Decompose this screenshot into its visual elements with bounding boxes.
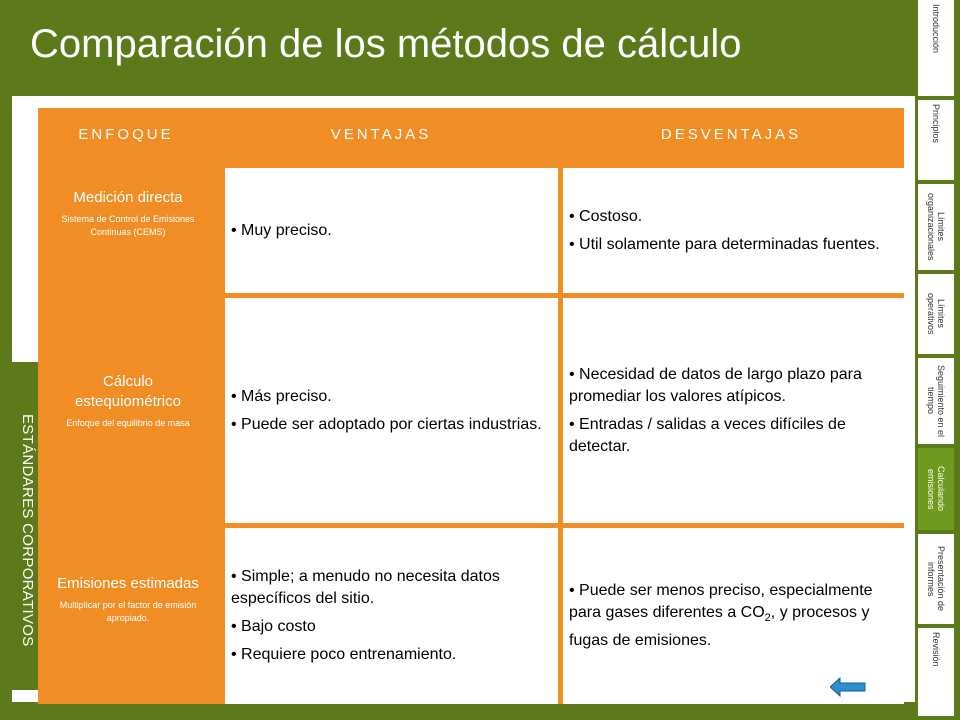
bullet-item: • Muy preciso. [231, 221, 332, 239]
bullet-item: • Más preciso. [231, 387, 332, 405]
nav-seguimiento[interactable] [918, 358, 957, 444]
nav-label: Calculando emisiones [926, 466, 946, 512]
row-label-medicion [52, 188, 204, 239]
ventajas-cell [225, 298, 558, 523]
nav-label: Introducción [931, 4, 941, 54]
bullet-item: • Necesidad de datos de largo plazo para promediar los valores atípicos. [569, 365, 862, 405]
comparison-table [38, 108, 904, 704]
nav-label: Presentación de informes [926, 546, 946, 612]
nav-calculando-emisiones[interactable] [918, 448, 957, 530]
nav-label: Límites organizacionales [926, 193, 946, 261]
row-title: Cálculo estequiométrico [75, 373, 181, 410]
bullet-item [569, 580, 898, 651]
header-desventajas: DESVENTAJAS [660, 126, 802, 143]
bottom-border [0, 702, 915, 720]
bullet-text: • Puede ser menos preciso, especialmente para gases diferentes a CO [569, 582, 873, 622]
back-arrow-icon[interactable] [830, 677, 866, 697]
section-nav [915, 0, 960, 720]
row-title: Emisiones estimadas [57, 575, 199, 592]
row-subtitle: Multiplicar por el factor de emisión apropiado. [59, 600, 197, 623]
bullet-item: • Requiere poco entrenamiento. [231, 646, 457, 663]
nav-label: Seguimiento en el tiempo [926, 364, 946, 438]
desventajas-cell [563, 168, 904, 293]
side-label: ESTÁNDARES CORPORATIVOS [19, 413, 36, 647]
bullet-item: • Util solamente para determinadas fuentes. [569, 235, 880, 253]
nav-limites-operativos[interactable] [918, 274, 957, 354]
nav-introduccion[interactable] [918, 0, 957, 96]
bullet-item: • Puede ser adoptado por ciertas industrias. [231, 415, 542, 433]
nav-revision[interactable] [918, 628, 957, 716]
row-title: Medición directa [73, 189, 183, 206]
nav-label: Principios [931, 104, 941, 144]
ventajas-cell [225, 168, 558, 293]
row-label-estimadas [52, 574, 204, 625]
nav-label: Límites operativos [926, 293, 946, 335]
row-subtitle: Enfoque del equilibrio de masa [66, 418, 190, 428]
header-ventajas: VENTAJAS [330, 126, 432, 143]
nav-principios[interactable] [918, 100, 957, 180]
bullet-item: • Costoso. [569, 207, 643, 225]
ventajas-cell [225, 528, 558, 704]
page-title: Comparación de los métodos de cálculo [30, 22, 742, 66]
desventajas-cell [563, 298, 904, 523]
row-subtitle: Sistema de Control de Emisiones Continuas (CEMS) [61, 214, 195, 237]
bullet-text: , y procesos y fugas de emisiones. [569, 604, 870, 649]
nav-label: Revisión [931, 632, 941, 667]
row-label-estequiometrico [52, 372, 204, 430]
subscript: 2 [764, 612, 771, 625]
nav-presentacion-informes[interactable] [918, 534, 957, 624]
bullet-item: • Simple; a menudo no necesita datos específicos del sitio. [231, 568, 500, 607]
header-enfoque: ENFOQUE [78, 126, 174, 143]
bullet-item: • Entradas / salidas a veces difíciles de detectar. [569, 415, 846, 455]
bullet-item: • Bajo costo [231, 618, 316, 635]
nav-limites-organizacionales[interactable] [918, 184, 957, 270]
